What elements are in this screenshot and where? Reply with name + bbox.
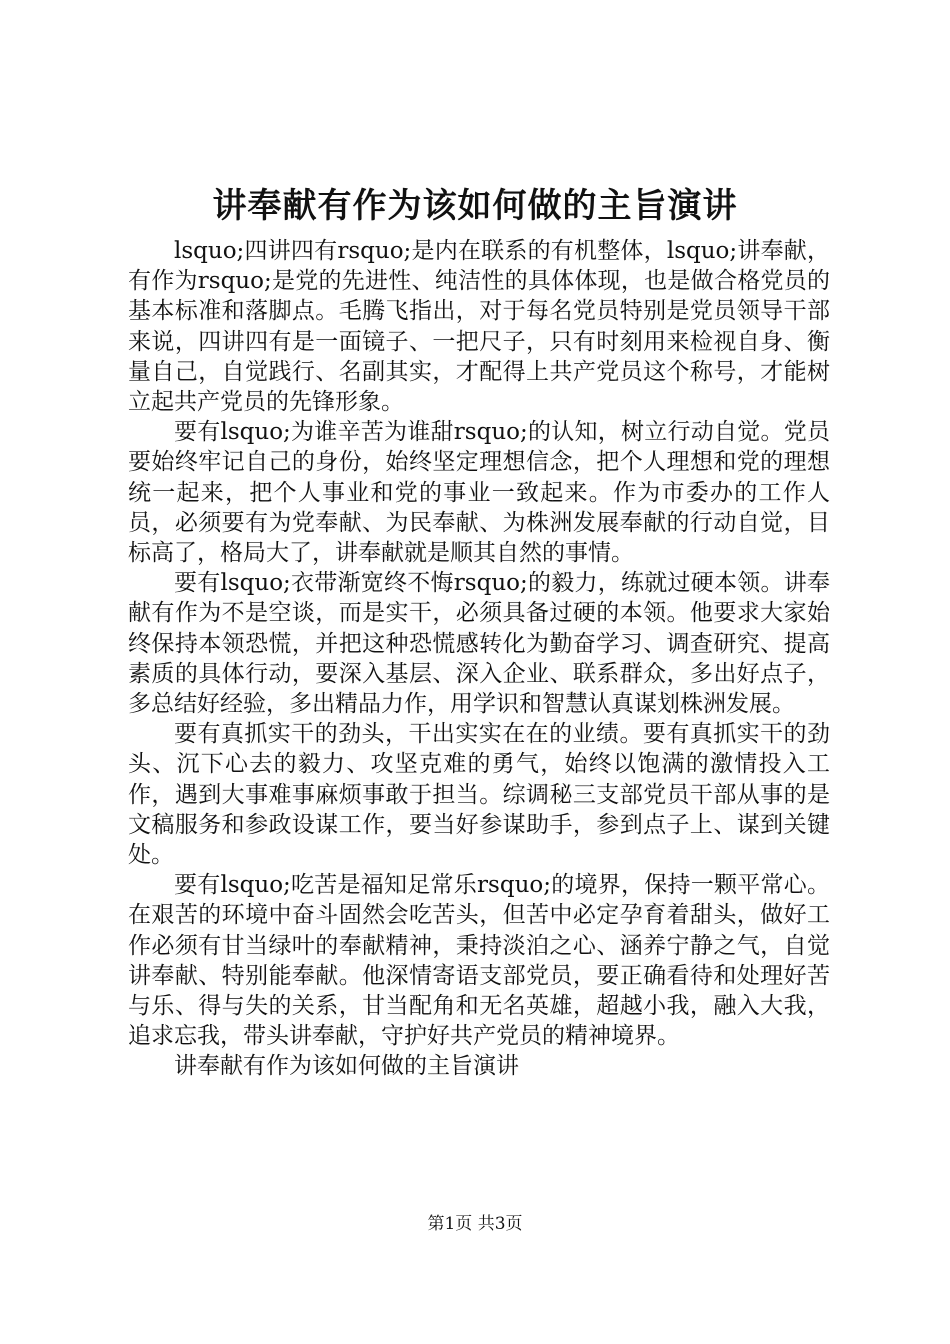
body-paragraph: lsquo;四讲四有rsquo;是内在联系的有机整体，lsquo;讲奉献，有作为rsquo;是党的先进性、纯洁性的具体体现，也是做合格党员的基本标准和落脚点。毛腾飞指出，对于每名党员特别是党员领导干部来说，四讲四有是一面镜子、一把尺子，只有时刻用来检视自身、衡量自己，自觉践行、名副其实，才配得上共产党员这个称号，才能树立起共产党员的先锋形象。 [128, 238, 830, 416]
body-paragraph: 要有lsquo;为谁辛苦为谁甜rsquo;的认知，树立行动自觉。党员要始终牢记自己的身份，始终坚定理想信念，把个人理想和党的理想统一起来，把个人事业和党的事业一致起来。作为市委办的工作人员，必须要有为党奉献、为民奉献、为株洲发展奉献的行动自觉，目标高了，格局大了，讲奉献就是顺其自然的事情。 [128, 419, 830, 567]
body-paragraph: 要有lsquo;衣带渐宽终不悔rsquo;的毅力，练就过硬本领。讲奉献有作为不是空谈，而是实干，必须具备过硬的本领。他要求大家始终保持本领恐慌，并把这种恐慌感转化为勤奋学习、调查研究、提高素质的具体行动，要深入基层、深入企业、联系群众，多出好点子，多总结好经验，多出精品力作，用学识和智慧认真谋划株洲发展。 [128, 570, 830, 718]
body-paragraph: 要有lsquo;吃苦是福知足常乐rsquo;的境界，保持一颗平常心。在艰苦的环境中奋斗固然会吃苦头，但苦中必定孕育着甜头，做好工作必须有甘当绿叶的奉献精神，秉持淡泊之心、涵养宁静之气，自觉讲奉献、特别能奉献。他深情寄语支部党员，要正确看待和处理好苦与乐、得与失的关系，甘当配角和无名英雄，超越小我，融入大我，追求忘我，带头讲奉献，守护好共产党员的精神境界。 [128, 872, 830, 1050]
document-body [128, 236, 830, 1082]
document-title: 讲奉献有作为该如何做的主旨演讲 [212, 186, 738, 226]
body-paragraph: 要有真抓实干的劲头，干出实实在在的业绩。要有真抓实干的劲头、沉下心去的毅力、攻坚克难的勇气，始终以饱满的激情投入工作，遇到大事难事麻烦事敢于担当。综调秘三支部党员干部从事的是文稿服务和参政设谋工作，要当好参谋助手，参到点子上、谋到关键处。 [128, 721, 830, 869]
closing-title-line: 讲奉献有作为该如何做的主旨演讲 [174, 1053, 519, 1080]
page-indicator: 第1页 共3页 [427, 1214, 523, 1234]
